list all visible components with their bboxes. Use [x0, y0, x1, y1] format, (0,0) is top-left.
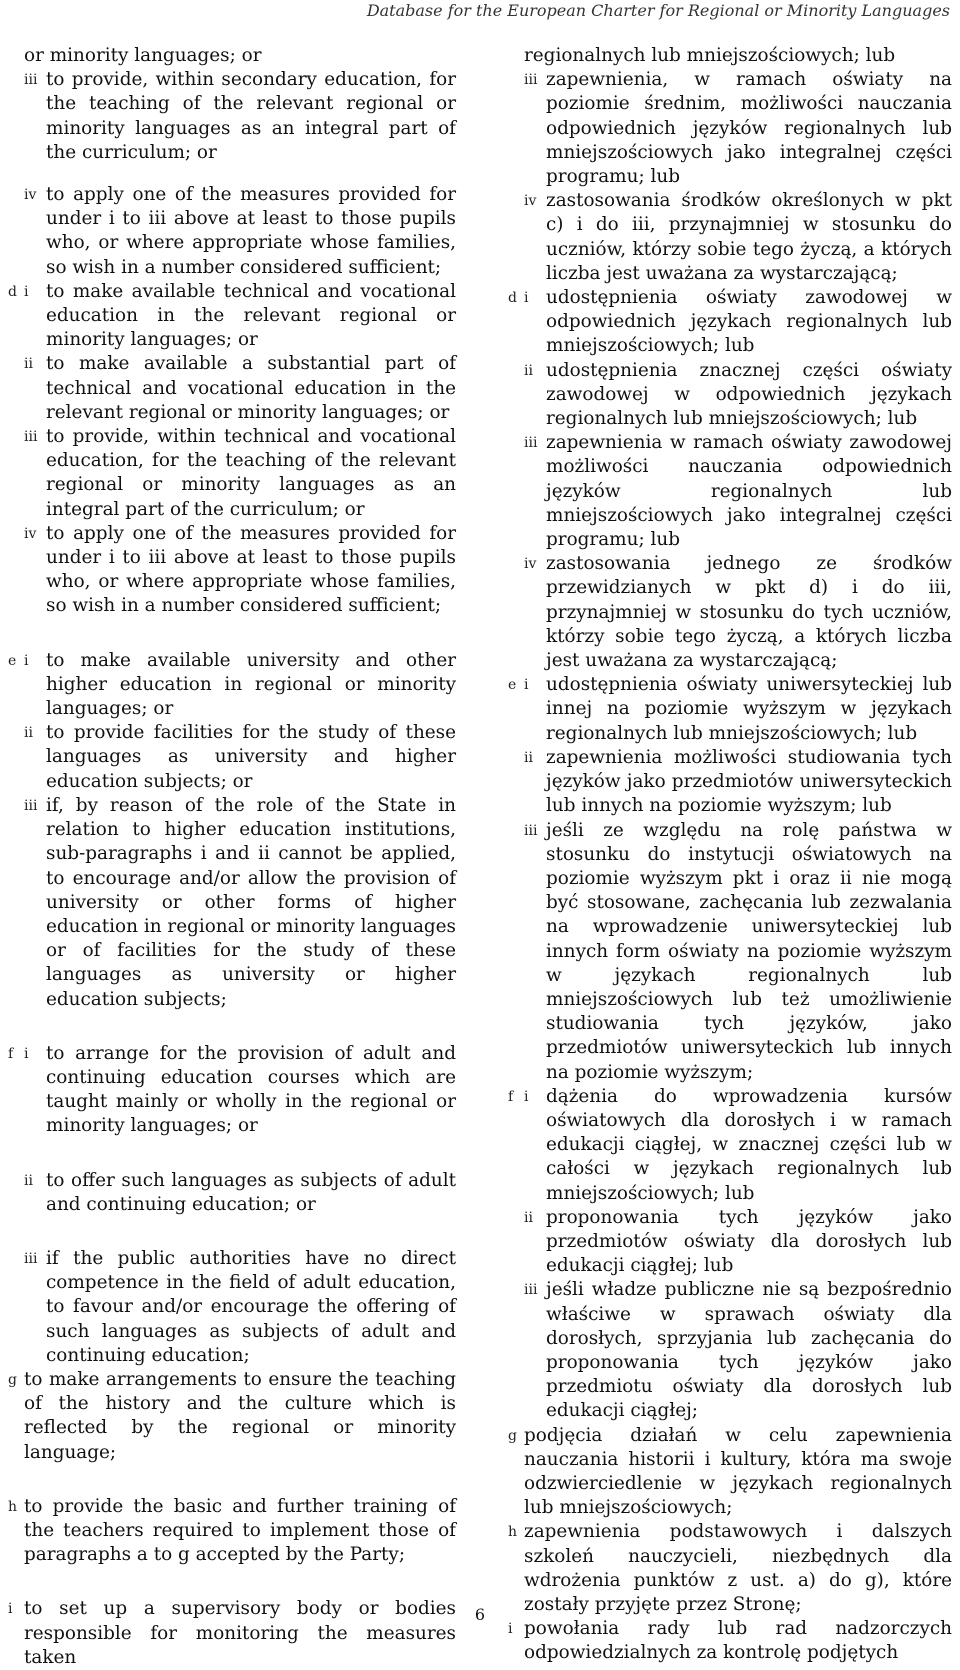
item-text: dążenia do wprowadzenia kursów oświatowych dla dorosłych i w ramach edukacji ciągłej, w znacznej części lub w całości w językach regionalnych lub mniejszościowych; lub [546, 1085, 952, 1204]
subparagraph-number: ii [524, 362, 533, 379]
polish-list-item [508, 189, 952, 286]
item-text: or minority languages; or [24, 45, 262, 66]
polish-list-item [508, 1085, 952, 1206]
polish-list-item [508, 552, 952, 673]
polish-list-item [508, 1424, 952, 1521]
subparagraph-number: iv [24, 187, 37, 204]
subparagraph-number: iii [24, 429, 38, 446]
subparagraph-number: ii [524, 1209, 533, 1226]
english-list-item [8, 522, 456, 619]
subparagraph-number: ii [524, 749, 533, 766]
subparagraph-number: ii [24, 725, 33, 742]
subparagraph-number: i [24, 1045, 29, 1062]
item-text: zapewnienia w ramach oświaty zawodowej możliwości nauczania odpowiednich języków regionalnych lub mniejszościowych jako integralnej części programu; lub [546, 432, 952, 551]
item-text: zastosowania środków określonych w pkt c) i do iii, przynajmniej w stosunku do uczniów, którzy sobie tego życzą, a których liczba jest uważana za wystarczającą; [546, 190, 952, 284]
paragraph-letter: h [508, 1524, 518, 1541]
item-text: jeśli ze względu na rolę państwa w stosunku do instytucji oświatowych na poziomie wyższym pkt i oraz ii nie mogą być stosowane, zachęcania lub zezwalania na wprowadzenie uniwersyteckiej lub innych form oświaty na poziomie wyższym w językach regionalnych lub mniejszościowych lub też umożliwienie studiowania tych języków, jako przedmiotów uniwersyteckich lub innych na poziomie wyższym; [546, 819, 952, 1083]
polish-list-item [508, 1206, 952, 1279]
item-text: to provide, within technical and vocational education, for the teaching of the relevant regional or minority languages as an integral part of the curriculum; or [46, 426, 456, 520]
english-list-item [8, 68, 456, 165]
paragraph-letter: g [508, 1427, 517, 1444]
item-text: zastosowania jednego ze środków przewidzianych w pkt d) i do iii, przynajmniej w stosunku do tych uczniów, którzy sobie tego życzą, a których liczba jest uważana za wystarczającą; [546, 553, 952, 672]
paragraph-letter: g [8, 1371, 17, 1388]
subparagraph-number: i [24, 652, 29, 669]
english-list-item [8, 794, 456, 1012]
item-text: proponowania tych języków jako przedmiotów oświaty dla dorosłych lub edukacji ciągłej; lub [546, 1206, 952, 1277]
subparagraph-number: i [524, 1088, 529, 1105]
subparagraph-number: ii [24, 356, 33, 373]
item-text: udostępnienia znacznej części oświaty zawodowej w odpowiednich językach regionalnych lub mniejszościowych; lub [546, 359, 952, 430]
paragraph-letter: e [508, 677, 517, 694]
polish-list-item [508, 1278, 952, 1423]
polish-list-item [508, 359, 952, 432]
paragraph-letter: d [508, 290, 517, 307]
polish-list-item [508, 44, 952, 68]
item-text: if, by reason of the role of the State in relation to higher education institutions, sub-paragraphs i and ii cannot be applied, to encourage and/or allow the provision of university or other forms of higher education in regional or minority languages or of facilities for the study of these languages as university or higher education subjects; [46, 794, 456, 1010]
english-list-item [8, 1247, 456, 1368]
subparagraph-number: i [524, 290, 529, 307]
paragraph-letter: f [508, 1088, 514, 1105]
item-text: to make available a substantial part of technical and vocational education in the relevant regional or minority languages; or [46, 353, 456, 423]
item-text: jeśli władze publiczne nie są bezpośrednio właściwe w sprawach oświaty dla dorosłych, sprzyjania lub zachęcania do proponowania tych języków jako przedmiotu oświaty dla dorosłych lub edukacji ciągłej; [546, 1279, 952, 1422]
item-text: to arrange for the provision of adult and continuing education courses which are taught mainly or wholly in the regional or minority languages; or [46, 1042, 456, 1137]
english-list-item [8, 425, 456, 522]
item-text: udostępnienia oświaty zawodowej w odpowiednich językach regionalnych lub mniejszościowych; lub [546, 287, 952, 357]
polish-list-item [508, 68, 952, 189]
page-number: 6 [474, 1605, 486, 1624]
subparagraph-number: iii [24, 797, 38, 814]
item-text: zapewnienia możliwości studiowania tych języków jako przedmiotów uniwersyteckich lub innych na poziomie wyższym; lub [546, 746, 952, 817]
english-list-item [8, 280, 456, 353]
paragraph-letter: i [8, 1601, 13, 1618]
english-list-item [8, 649, 456, 722]
item-text: to provide the basic and further training of the teachers required to implement those of paragraphs a to g accepted by the Party; [24, 1495, 456, 1566]
english-column [8, 44, 456, 1670]
polish-list-item [508, 819, 952, 1085]
english-list-item [8, 721, 456, 794]
item-text: zapewnienia podstawowych i dalszych szkoleń nauczycieli, niezbędnych dla wdrożenia punktów z ust. a) do g), które zostały przyjęte przez Stronę; [524, 1521, 952, 1615]
subparagraph-number: iv [524, 193, 537, 210]
english-list-item [8, 1042, 456, 1139]
subparagraph-number: iv [524, 556, 537, 573]
item-text: udostępnienia oświaty uniwersyteckiej lub innej na poziomie wyższym w językach regionalnych lub mniejszościowych; lub [546, 674, 952, 744]
subparagraph-number: iii [24, 1250, 38, 1267]
polish-list-item [508, 431, 952, 552]
paragraph-letter: i [508, 1621, 513, 1638]
running-header: Database for the European Charter for Regional or Minority Languages [366, 1, 950, 20]
item-text: to offer such languages as subjects of adult and continuing education; or [46, 1169, 456, 1215]
polish-list-item [508, 673, 952, 746]
subparagraph-number: iv [24, 525, 37, 542]
paragraph-letter: d [8, 283, 17, 300]
paragraph-letter: h [8, 1498, 18, 1515]
english-list-item [8, 1368, 456, 1465]
item-text: to apply one of the measures provided for under i to iii above at least to those pupils who, or where appropriate whose families, so wish in a number considered sufficient; [46, 184, 456, 278]
subparagraph-number: i [524, 677, 529, 694]
subparagraph-number: ii [24, 1172, 33, 1189]
subparagraph-number: iii [24, 72, 38, 89]
polish-list-item [508, 286, 952, 359]
item-text: to provide facilities for the study of these languages as university and higher education subjects; or [46, 722, 456, 792]
item-text: to set up a supervisory body or bodies responsible for monitoring the measures taken [24, 1598, 456, 1668]
english-list-item [8, 1495, 456, 1568]
subparagraph-number: iii [524, 1282, 538, 1299]
item-text: powołania rady lub rad nadzorczych odpowiedzialnych za kontrolę podjętych [524, 1618, 952, 1664]
item-text: to make available university and other higher education in regional or minority languages; or [46, 649, 456, 720]
subparagraph-number: iii [524, 822, 538, 839]
item-text: to apply one of the measures provided for under i to iii above at least to those pupils who, or where appropriate whose families, so wish in a number considered sufficient; [46, 522, 456, 617]
polish-list-item [508, 1520, 952, 1617]
english-list-item [8, 44, 456, 68]
english-list-item [8, 183, 456, 280]
paragraph-letter: e [8, 652, 17, 669]
english-list-item [8, 352, 456, 425]
item-text: podjęcia działań w celu zapewnienia nauczania historii i kultury, która ma swoje odzwierciedlenie w językach regionalnych lub mniejszościowych; [524, 1424, 952, 1519]
item-text: to make available technical and vocational education in the relevant regional or minority languages; or [46, 280, 456, 351]
subparagraph-number: iii [524, 72, 538, 89]
item-text: to provide, within secondary education, for the teaching of the relevant regional or minority languages as an integral part of the curriculum; or [46, 69, 456, 163]
paragraph-letter: f [8, 1045, 14, 1062]
subparagraph-number: iii [524, 435, 538, 452]
polish-list-item [508, 746, 952, 819]
item-text: zapewnienia, w ramach oświaty na poziomie średnim, możliwości nauczania odpowiednich języków regionalnych lub mniejszościowych jako integralnej części programu; lub [546, 69, 952, 188]
english-list-item [8, 1169, 456, 1217]
subparagraph-number: i [24, 283, 29, 300]
item-text: to make arrangements to ensure the teaching of the history and the culture which is reflected by the regional or minority language; [24, 1368, 456, 1463]
item-text: if the public authorities have no direct competence in the field of adult education, to favour and/or encourage the offering of such languages as subjects of adult and continuing education; [46, 1247, 456, 1366]
item-text: regionalnych lub mniejszościowych; lub [524, 45, 896, 66]
polish-column [508, 44, 952, 1666]
